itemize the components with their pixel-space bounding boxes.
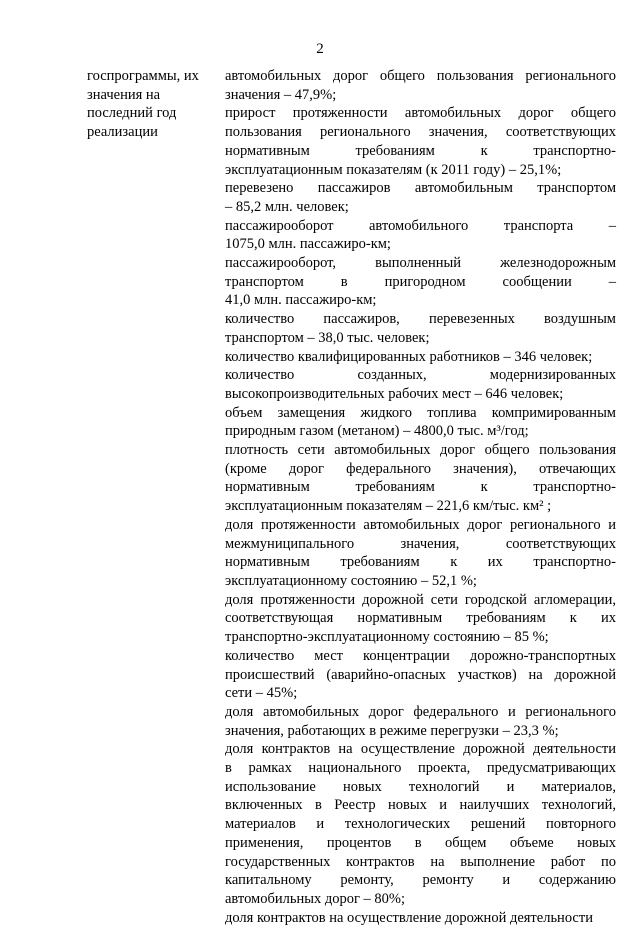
page-number: 2 xyxy=(316,41,324,57)
indicator-paragraph xyxy=(225,703,616,740)
indicator-text-line: количество созданных, модернизированных xyxy=(225,367,616,384)
row-label-line: госпрограммы, их xyxy=(87,68,199,84)
indicator-text-line: прирост протяженности автомобильных дорог общего xyxy=(225,105,616,122)
indicator-text-line: (кроме дорог федерального значения), отвечающих xyxy=(225,460,616,477)
indicator-text-line: сети – 45%; xyxy=(225,685,298,702)
indicator-text-line: значения – 47,9%; xyxy=(225,86,337,103)
indicator-text-line: плотность сети автомобильных дорог общего пользования xyxy=(225,442,616,459)
indicator-text-line: доля протяженности дорожной сети городской агломерации, xyxy=(225,591,616,608)
indicator-text-line: государственных контрактов на выполнение работ по xyxy=(225,853,616,870)
indicator-text-line: включенных в Реестр новых и наилучших технологий, xyxy=(225,797,616,814)
indicator-paragraph xyxy=(225,740,616,908)
indicator-text-line: нормативным требованиям к транспортно- xyxy=(225,142,616,159)
indicator-text-line: перевезено пассажиров автомобильным транспортом xyxy=(225,180,616,197)
indicator-text-line: транспортом в пригородном сообщении – xyxy=(225,273,616,290)
indicator-paragraph xyxy=(225,516,616,591)
indicator-text-line: капитальному ремонту, ремонту и содержанию xyxy=(225,872,616,889)
indicator-paragraph xyxy=(225,441,616,516)
indicator-text-line: автомобильных дорог – 80%; xyxy=(225,890,406,907)
indicator-paragraph xyxy=(225,404,616,441)
indicator-text-line: транспортно-эксплуатационному состоянию – 85 %; xyxy=(225,629,549,646)
indicator-text-line: пассажирооборот, выполненный железнодорожным xyxy=(225,255,616,272)
indicator-text-line: объем замещения жидкого топлива компримированным xyxy=(225,404,616,421)
indicator-text-line: 41,0 млн. пассажиро-км; xyxy=(225,292,377,309)
indicator-text-line: природным газом (метаном) – 4800,0 тыс. м³/год; xyxy=(225,423,529,440)
indicator-text-line: автомобильных дорог общего пользования регионального xyxy=(225,68,616,84)
indicator-paragraph xyxy=(225,217,616,254)
indicator-text-line: применения, процентов в общем объеме новых xyxy=(225,834,616,851)
indicator-text-line: пользования регионального значения, соответствующих xyxy=(225,124,616,141)
indicator-text-line: происшествий (аварийно-опасных участков) на дорожной xyxy=(225,666,616,683)
indicator-text-line: доля контрактов на осуществление дорожной деятельности xyxy=(225,909,593,926)
indicator-text-line: нормативным требованиям к их транспортно- xyxy=(225,554,616,571)
indicator-paragraph xyxy=(225,310,616,347)
passport-row-label xyxy=(87,67,209,141)
indicator-text-line: количество мест концентрации дорожно-транспортных xyxy=(225,647,616,664)
row-label-line: реализации xyxy=(87,123,158,140)
indicator-text-line: использование новых технологий и материалов, xyxy=(225,778,616,795)
indicator-text-line: эксплуатационным показателям – 221,6 км/тыс. км² ; xyxy=(225,498,552,515)
indicator-text-line: межмуниципального значения, соответствующих xyxy=(225,535,616,552)
indicator-text-line: значения, работающих в режиме перегрузки – 23,3 %; xyxy=(225,722,559,739)
indicator-paragraph xyxy=(225,67,616,104)
indicator-paragraph xyxy=(225,591,616,647)
indicator-paragraph xyxy=(225,366,616,403)
indicator-text-line: пассажирооборот автомобильного транспорта – xyxy=(225,217,616,234)
indicator-text-line: эксплуатационному состоянию – 52,1 %; xyxy=(225,572,477,589)
indicator-text-line: доля контрактов на осуществление дорожной деятельности xyxy=(225,741,616,758)
indicator-paragraph xyxy=(225,647,616,703)
indicator-text-line: нормативным требованиям к транспортно- xyxy=(225,479,616,496)
indicator-text-line: 1075,0 млн. пассажиро-км; xyxy=(225,236,391,253)
indicator-text-line: доля протяженности автомобильных дорог регионального и xyxy=(225,516,616,533)
target-indicators-list xyxy=(225,67,616,927)
row-label-line: последний год xyxy=(87,105,177,121)
row-label-line: значения на xyxy=(87,86,161,103)
indicator-paragraph xyxy=(225,909,616,927)
indicator-text-line: количество пассажиров, перевезенных воздушным xyxy=(225,311,616,328)
indicator-text-line: эксплуатационным показателям (к 2011 году) – 25,1%; xyxy=(225,161,562,178)
indicator-paragraph xyxy=(225,104,616,179)
indicator-paragraph xyxy=(225,348,616,367)
indicator-paragraph xyxy=(225,254,616,310)
indicator-text-line: в рамках национального проекта, предусматривающих xyxy=(225,760,616,777)
indicator-text-line: материалов и технологических решений повторного xyxy=(225,816,616,833)
indicator-text-line: – 85,2 млн. человек; xyxy=(225,198,349,215)
indicator-text-line: высокопроизводительных рабочих мест – 646 человек; xyxy=(225,385,564,402)
indicator-text-line: соответствующая нормативным требованиям к их xyxy=(225,610,616,627)
indicator-text-line: транспортом – 38,0 тыс. человек; xyxy=(225,329,430,346)
indicator-paragraph xyxy=(225,179,616,216)
indicator-text-line: количество квалифицированных работников – 346 человек; xyxy=(225,348,593,365)
indicator-text-line: доля автомобильных дорог федерального и регионального xyxy=(225,703,616,720)
